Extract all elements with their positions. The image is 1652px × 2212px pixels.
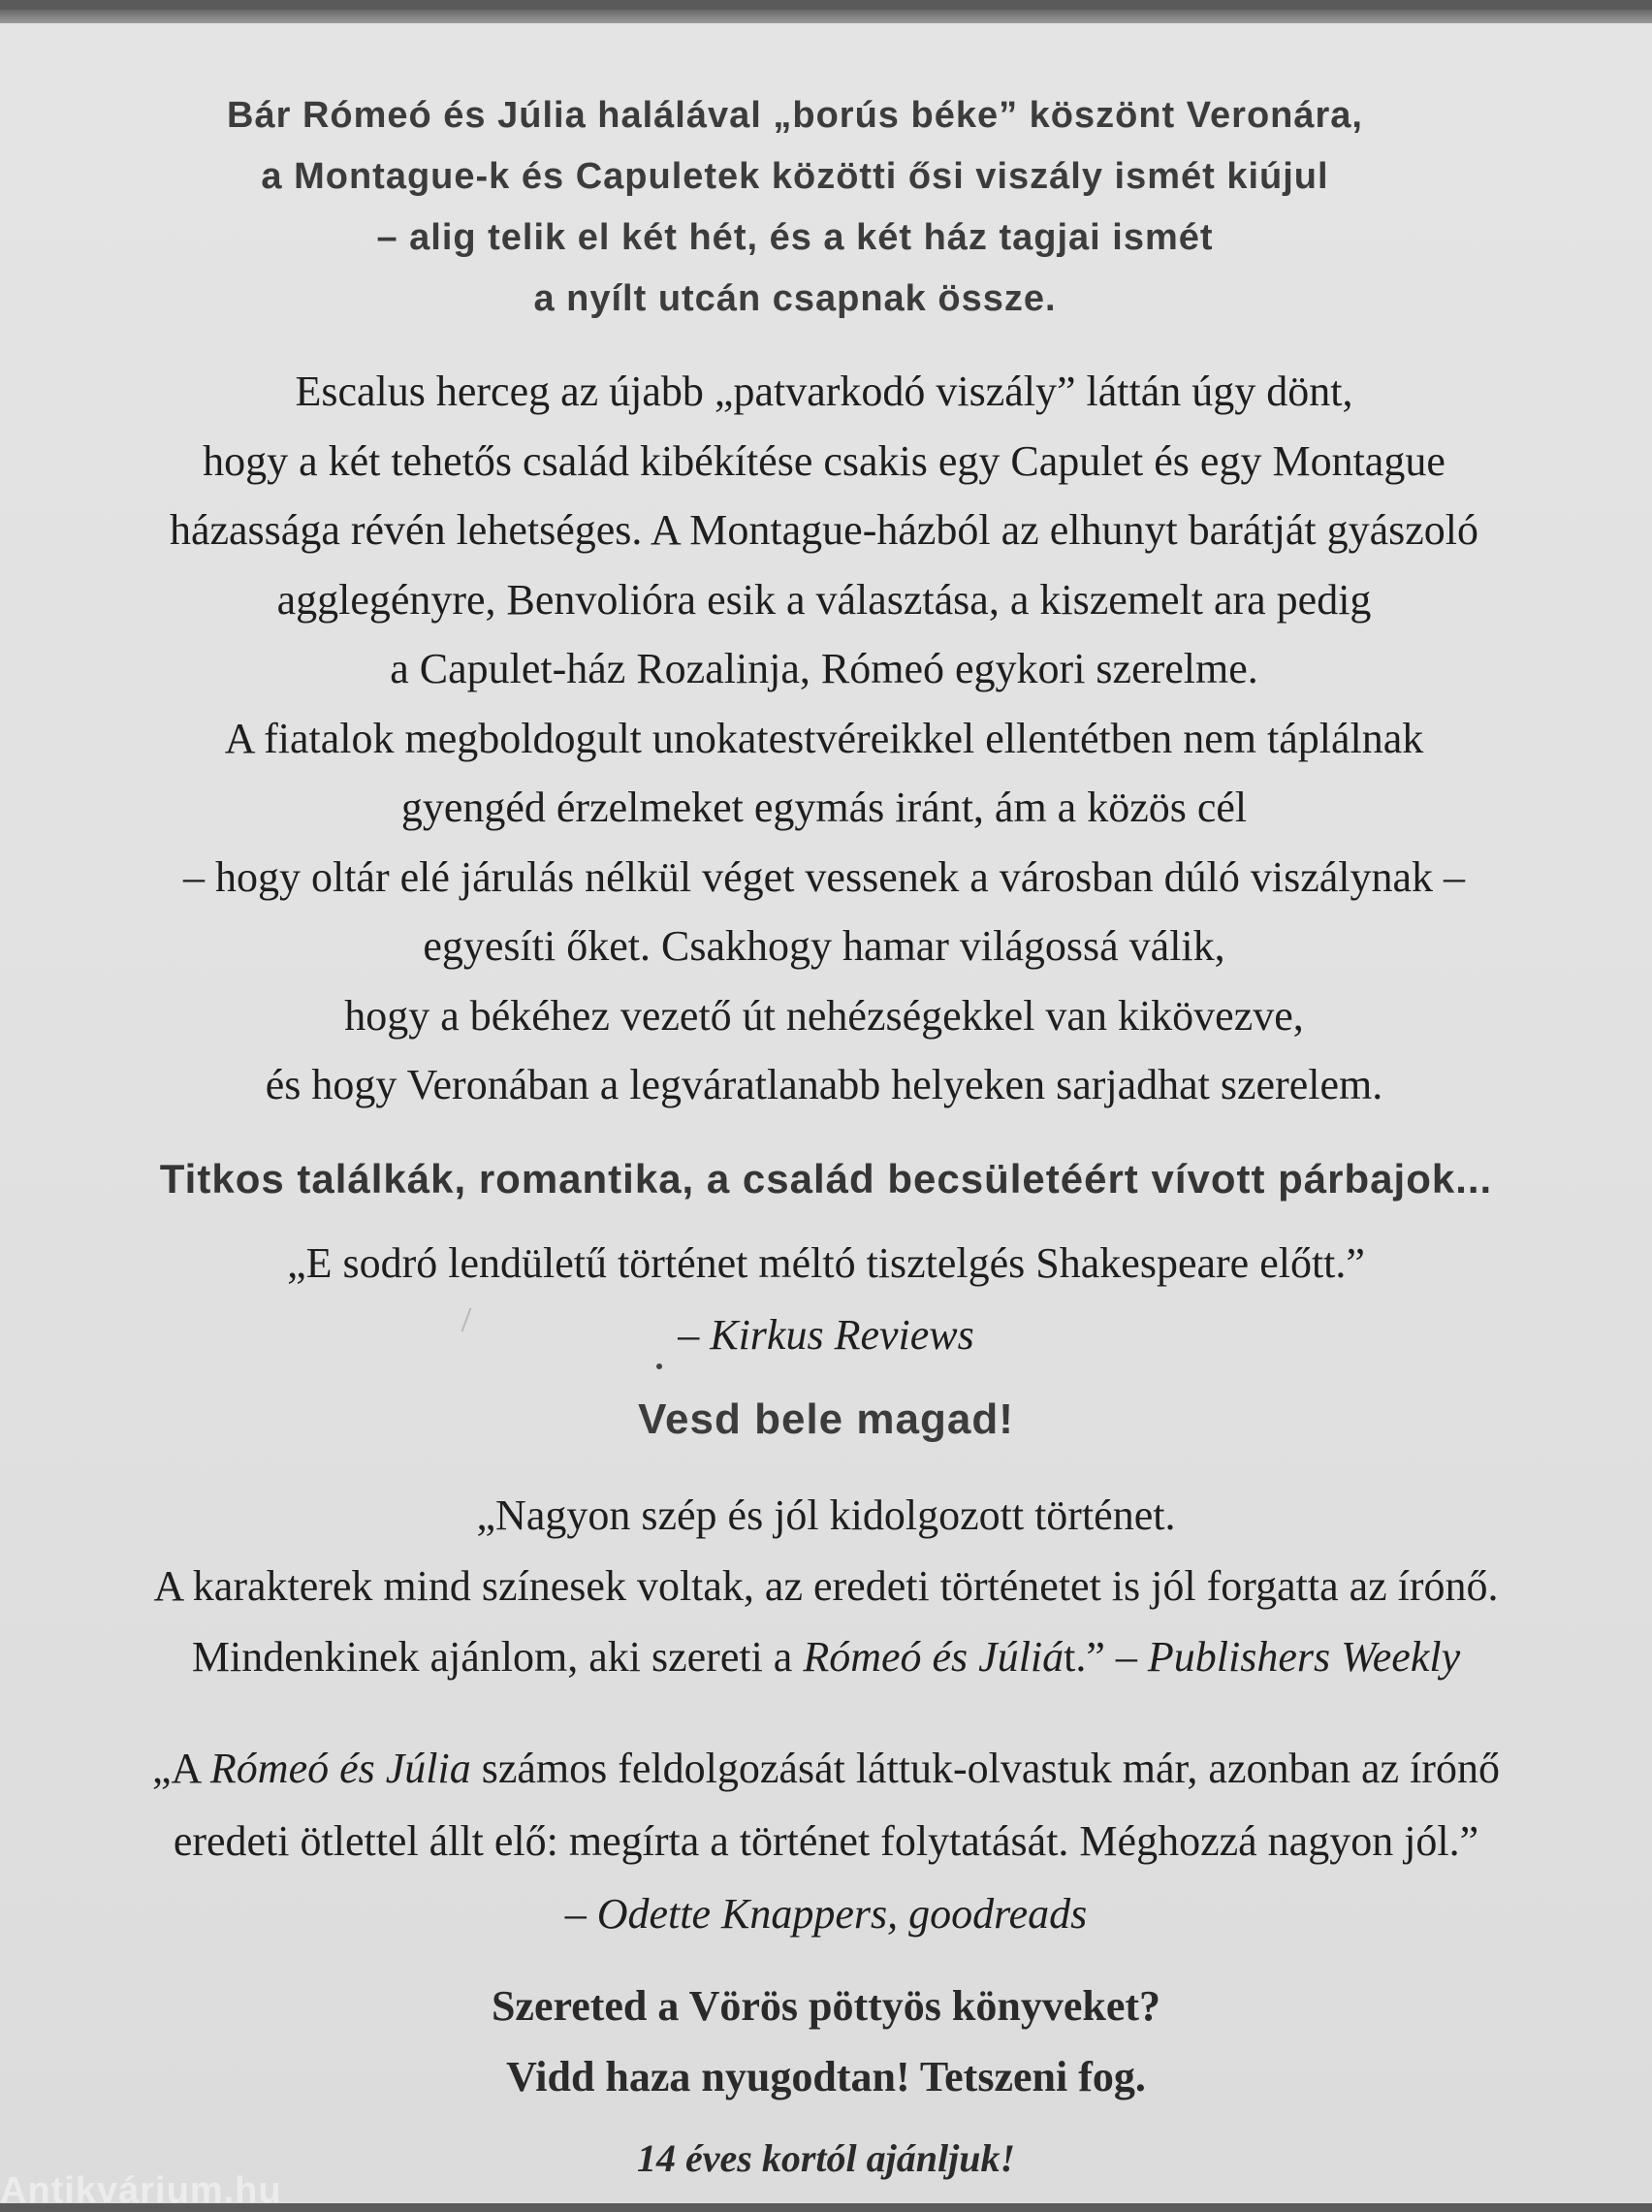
quote-line: A karakterek mind színesek voltak, az eredeti történetet is jól forgatta az írónő. (153, 1562, 1499, 1610)
cta-heading: Vesd bele magad! (638, 1395, 1014, 1443)
synopsis-line: – hogy oltár elé járulás nélkül véget vessenek a városban dúló viszálynak – (182, 852, 1466, 901)
synopsis-line: házassága révén lehetséges. A Montague-házból az elhunyt barátját gyászoló (169, 506, 1479, 554)
synopsis-line: gyengéd érzelmeket egymás iránt, ám a közös cél (400, 784, 1248, 831)
quote-source: – Odette Knappers, goodreads (564, 1890, 1088, 1938)
synopsis-line: A fiatalok megboldogult unokatestvéreikkel ellentétben nem táplálnak (224, 714, 1424, 762)
cover-top-edge (0, 10, 1652, 23)
synopsis-line: egyesíti őket. Csakhogy hamar világossá válik, (423, 922, 1225, 970)
outro-line: Szereted a Vörös pöttyös könyveket? (491, 1982, 1161, 2030)
synopsis-line: hogy a két tehetős család kibékítése csakis egy Capulet és egy Montague (203, 436, 1446, 485)
intro-line: a nyílt utcán csapnak össze. (533, 278, 1057, 319)
review-quote-kirkus (78, 1228, 1574, 1371)
quote-source: Publishers Weekly (1147, 1633, 1461, 1681)
outro-line: Vidd haza nyugodtan! Tetszeni fog. (506, 2053, 1146, 2100)
synopsis-line: a Capulet-ház Rozalinja, Rómeó egykori szerelme. (390, 645, 1258, 692)
quote-text-part: Mindenkinek ajánlom, aki szereti a (191, 1633, 804, 1681)
intro-blurb (116, 85, 1474, 330)
quote-text: „E sodró lendületű történet méltó tisztelgés Shakespeare előtt.” (287, 1239, 1365, 1287)
synopsis-line: Escalus herceg az újabb „patvarkodó viszály” láttán úgy dönt, (295, 368, 1353, 415)
synopsis-line: hogy a békéhez vezető út nehézségekkel van kikövezve, (344, 991, 1304, 1040)
book-title-reference: Rómeó és Júlia (209, 1745, 471, 1792)
review-quote-goodreads (39, 1732, 1613, 1950)
quote-line (39, 1732, 1613, 1805)
book-title-reference: Rómeó és Júliá (803, 1633, 1064, 1681)
tagline: Titkos találkák, romantika, a család becsületéért vívott párbajok... (159, 1156, 1493, 1202)
quote-text-part: t.” – (1064, 1633, 1148, 1681)
book-back-cover (0, 10, 1652, 2203)
intro-line: a Montague-k és Capuletek közötti ősi viszály ismét kiújul (261, 156, 1329, 197)
quote-source: – Kirkus Reviews (678, 1311, 974, 1359)
intro-line: – alig telik el két hét, és a két ház tagjai ismét (376, 217, 1214, 258)
quote-line: eredeti ötlettel állt elő: megírta a történet folytatását. Méghozzá nagyon jól.” (173, 1817, 1479, 1865)
quote-line: „Nagyon szép és jól kidolgozott történet. (476, 1491, 1176, 1539)
watermark: Antikvárium.hu (0, 2170, 282, 2211)
intro-line: Bár Rómeó és Júlia halálával „borús béke” köszönt Veronára, (227, 95, 1363, 136)
synopsis (39, 357, 1609, 1120)
print-dot (656, 1363, 662, 1369)
synopsis-line: agglegényre, Benvolióra esik a választása, a kiszemelt ara pedig (276, 575, 1372, 624)
outro-message (39, 1971, 1613, 2112)
age-recommendation: 14 éves kortól ajánljuk! (636, 2136, 1016, 2180)
synopsis-line: és hogy Veronában a legváratlanabb helyeken sarjadhat szerelem. (265, 1061, 1383, 1108)
quote-text-part: számos feldolgozását láttuk-olvastuk már, azonban az írónő (470, 1745, 1500, 1792)
quote-line (39, 1621, 1613, 1692)
review-quote-publishers-weekly (39, 1480, 1613, 1692)
quote-text-part: „A (152, 1745, 210, 1792)
